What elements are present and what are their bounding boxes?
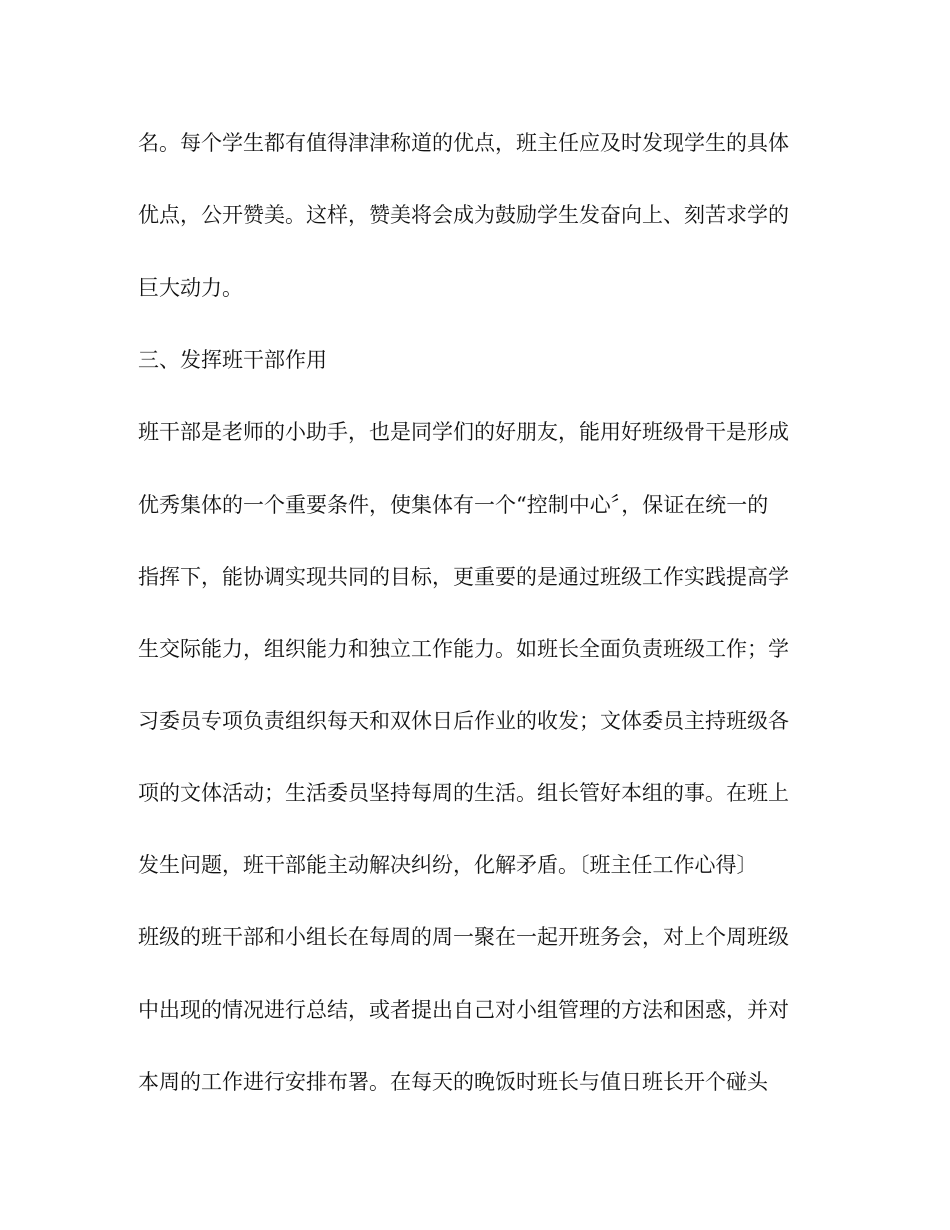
section-heading: 三、发挥班干部作用 xyxy=(138,348,327,372)
text-line: 发生问题，班干部能主动解决纠纷，化解矛盾。〔班主任工作心得〕 xyxy=(138,853,758,877)
text-line: 习委员专项负责组织每天和双休日后作业的收发；文体委员主持班级各 xyxy=(138,709,789,733)
text-line: 优点，公开赞美。这样，赞美将会成为鼓励学生发奋向上、刻苦求学的 xyxy=(138,203,789,227)
text-line: 班级的班干部和小组长在每周的周一聚在一起开班务会，对上个周班级 xyxy=(138,925,789,949)
text-line: 优秀集体的一个重要条件，使集体有一个“控制中心〞，保证在统一的 xyxy=(138,493,769,517)
text-line: 巨大动力。 xyxy=(138,276,243,300)
text-line: 班干部是老师的小助手，也是同学们的好朋友，能用好班级骨干是形成 xyxy=(138,420,789,444)
text-line: 中出现的情况进行总结，或者提出自己对小组管理的方法和困惑，并对 xyxy=(138,998,789,1022)
text-line: 本周的工作进行安排布署。在每天的晚饭时班长与值日班长开个碰头 xyxy=(138,1070,768,1094)
text-line: 生交际能力，组织能力和独立工作能力。如班长全面负责班级工作；学 xyxy=(138,637,789,661)
text-line: 指挥下，能协调实现共同的目标，更重要的是通过班级工作实践提高学 xyxy=(138,565,789,589)
text-line: 项的文体活动；生活委员坚持每周的生活。组长管好本组的事。在班上 xyxy=(138,781,789,805)
text-line: 名。每个学生都有值得津津称道的优点，班主任应及时发现学生的具体 xyxy=(138,131,789,155)
